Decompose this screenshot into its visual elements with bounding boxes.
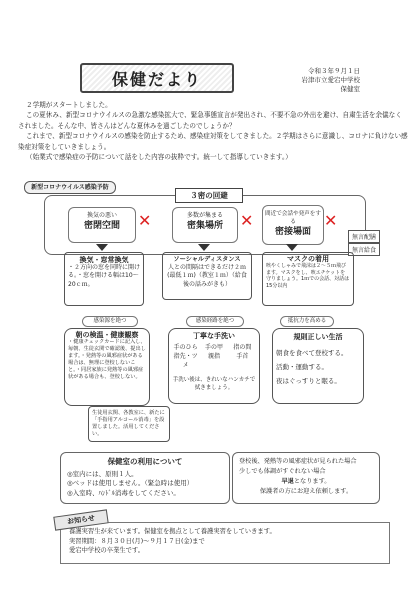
handwash-part: 手の甲 [204, 344, 223, 352]
handwash-parts [172, 344, 256, 370]
fever-last: 保護者の方にお迎え依頼します。 [259, 488, 353, 495]
pill-infection-route: 感染経路を絶つ [186, 316, 244, 327]
notice-line: 養護実習生が来ています。保健室を拠点として養護実習をしていきます。 [69, 528, 276, 535]
health-title: 朝の検温・健康観察 [75, 331, 139, 339]
health-body: ・健康チェックカードに記入し、毎朝、生徒玄関で確認後、提出します。・発熱等の風邪症状がある場合は、無理に登校しないこと。・同居家族に発熱等の風邪症状がある場合も、登校しない。 [68, 339, 146, 380]
issue-date: 令和３年９月１日 [308, 67, 360, 75]
measure-body: ・２方向の窓を同時に開ける。・窓を開ける幅は10～20ｃｍ。 [68, 264, 141, 288]
down-arrow-icon [96, 244, 108, 251]
title-text: 保健だより [111, 69, 202, 89]
handwash-part: 手首 [236, 353, 249, 361]
sanitizer-note: 生徒用玄関、各教室に、新たに「手指用アルコール消毒」を設置しました。活用してください。 [88, 406, 170, 442]
three-c-item-line1: 間近で会話や発声をする [265, 211, 321, 225]
school-name: 岩津市立愛宕中学校 [301, 76, 360, 84]
pill-infection-source: 感染源を絶つ [82, 316, 138, 327]
handwash-box [168, 328, 260, 404]
three-c-title: ３密の回避 [175, 188, 243, 203]
fever-line: 少しでも体調がすぐれない場合 [239, 468, 326, 475]
intro-line: ２学期がスタートしました。 [26, 101, 112, 109]
clinic-title: 保健室の利用について [107, 457, 183, 466]
clinic-item: ◎入室時、ﾊﾝﾄﾞﾙ消毒をしてください。 [67, 488, 180, 497]
intro-line: （始業式で感染症の予防について話をした内容の抜粋です。統一して指導していきます。） [26, 153, 292, 162]
office-name: 保健室 [340, 85, 360, 93]
fever-line: 登校後、発熱等の風邪症状が見られた場合 [239, 458, 357, 465]
measure-title: 換気・窓常換気 [79, 256, 129, 264]
clinic-box [60, 452, 230, 504]
measure-title: ソーシャルディスタンス [173, 256, 241, 263]
intro-line: これまで、新型コロナウイルスの感染を防止するため、感染症対策をしてきました。２学期はさらに意識し、コロナに負けない感染症対策をしていきましょう。 [18, 132, 408, 151]
routine-item: 活動・運動する。 [276, 363, 328, 371]
measure-distance [162, 252, 252, 300]
intro-line: この夏休み、新型コロナウイルスの急激な感染拡大で、緊急事態宣言が発出され、不要不急の外出を避け、自粛生活を余儀なくされました。そんな中、皆さんはどんな夏休みを過ごしたのでしょうか？ [18, 111, 402, 130]
clinic-item: ◎ベッドは使用しません。（緊急時は使用） [67, 479, 194, 488]
routine-item: 朝食を食べて登校する。 [276, 349, 348, 357]
measure-title: マスクの着用 [287, 255, 329, 263]
three-c-item-line1: 換気の悪い [86, 212, 117, 219]
measure-body: 人との間隔はできるだけ２ｍ(最低１ｍ)（教室１ｍ）（給食後の話みがきも） [167, 264, 247, 288]
routine-item: 夜はぐっすりと眠る。 [276, 377, 341, 385]
routine-title: 規則正しい生活 [293, 333, 343, 341]
down-arrow-icon [198, 244, 210, 251]
three-c-item-line2: 密閉空間 [83, 221, 120, 231]
header-info [260, 67, 360, 94]
handwash-title: 丁寧な手洗い [193, 332, 235, 340]
three-c-item-crowded [172, 207, 238, 243]
health-check-box [64, 328, 150, 406]
down-arrow-icon [286, 244, 298, 251]
cross-icon: ✕ [138, 211, 152, 230]
measure-body: 咳やくしゃみで飛沫は２～５ｍ飛びます。マスクをし、咳エチケットを守りましょう。1ｍでの会話、対話は15分以内 [266, 262, 350, 290]
fever-strong: 早退 [281, 478, 294, 485]
three-c-item-close-contact [262, 205, 324, 245]
measure-ventilation [64, 252, 144, 306]
measure-mask [262, 252, 354, 306]
cross-icon: ✕ [240, 211, 254, 230]
three-c-item-line1: 多数が集まる [186, 212, 223, 219]
handwash-note: 手洗い後は、きれいなハンカチで拭きましょう。 [172, 376, 256, 392]
routine-box [272, 328, 364, 404]
notice-box [60, 522, 390, 564]
cross-icon: ✕ [324, 211, 338, 230]
notice-line: 愛宕中学校の卒業生です。 [69, 547, 145, 554]
handwash-part: 手のひら [173, 344, 198, 352]
handwash-part: 指の間 [233, 344, 252, 352]
newsletter-title [80, 63, 234, 93]
handwash-part: 指先・ツメ [173, 353, 198, 369]
three-c-item-line2: 密集場所 [186, 221, 223, 231]
three-c-item-line2: 密接場面 [274, 227, 311, 237]
fever-box [232, 452, 380, 504]
clinic-item: ◎室内には、原則１人。 [67, 469, 138, 478]
intro-text [18, 100, 408, 162]
three-c-item-closed [68, 207, 136, 243]
handwash-part: 親指 [207, 353, 220, 361]
fever-suffix: となります。 [293, 478, 331, 485]
pill-resistance: 抵抗力を高める [280, 316, 334, 327]
side-note-lunch: 無言給食 [348, 243, 380, 256]
notice-line: 実習期間：８月３０日(月)～９月１７日(金)まで [69, 537, 205, 545]
side-note-serving: 無言配膳 [348, 230, 380, 243]
section-label: 新型コロナウイルス感染予防 [24, 181, 116, 194]
notice-label: お知らせ [53, 509, 108, 530]
